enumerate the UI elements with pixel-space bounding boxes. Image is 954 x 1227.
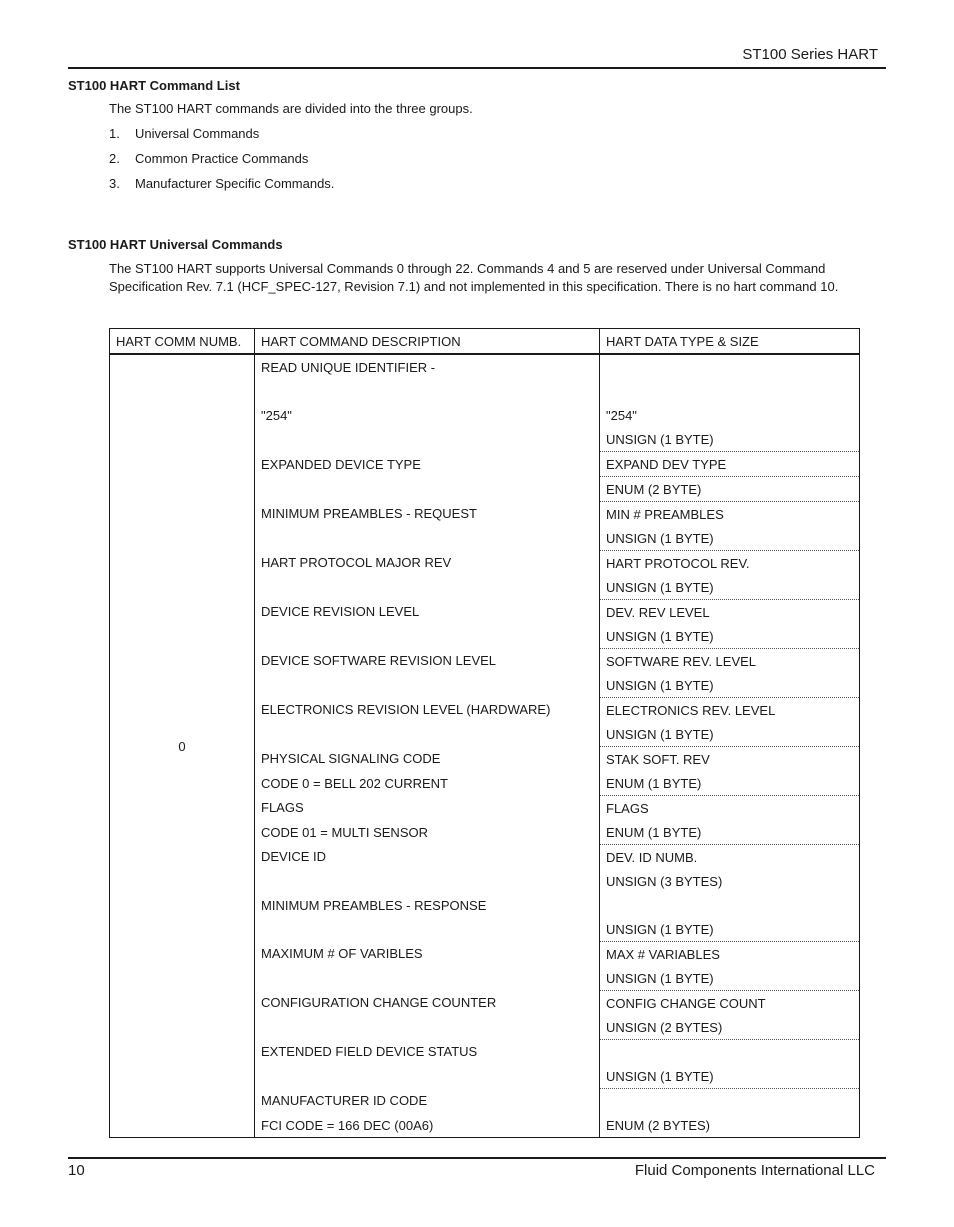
header-command-description: HART COMMAND DESCRIPTION [255, 329, 600, 355]
data-type-cell: UNSIGN (1 BYTE) [600, 1064, 860, 1089]
data-type-cell: MIN # PREAMBLES [600, 502, 860, 527]
command-description-cell [255, 575, 600, 600]
command-description-cell: MINIMUM PREAMBLES - RESPONSE [255, 893, 600, 917]
command-description-cell [255, 917, 600, 942]
header-rule [68, 67, 886, 69]
table-body [110, 354, 860, 1138]
hart-command-table [109, 328, 860, 1138]
command-description-cell: EXPANDED DEVICE TYPE [255, 452, 600, 477]
command-description-cell: DEVICE ID [255, 845, 600, 870]
command-description-cell: EXTENDED FIELD DEVICE STATUS [255, 1040, 600, 1065]
list-item-number: 2. [109, 151, 120, 166]
command-description-cell [255, 1064, 600, 1089]
command-description-cell: FCI CODE = 166 DEC (00A6) [255, 1113, 600, 1138]
command-description-cell [255, 722, 600, 747]
data-type-cell: UNSIGN (2 BYTES) [600, 1015, 860, 1040]
data-type-cell: ENUM (1 BYTE) [600, 771, 860, 796]
command-description-cell: HART PROTOCOL MAJOR REV [255, 551, 600, 576]
list-item-number: 1. [109, 126, 120, 141]
command-description-cell: CODE 01 = MULTI SENSOR [255, 820, 600, 845]
command-description-cell: FLAGS [255, 796, 600, 821]
running-header: ST100 Series HART [742, 46, 878, 63]
data-type-cell: SOFTWARE REV. LEVEL [600, 649, 860, 674]
data-type-cell: UNSIGN (3 BYTES) [600, 869, 860, 893]
command-description-cell: CODE 0 = BELL 202 CURRENT [255, 771, 600, 796]
data-type-cell: ENUM (2 BYTES) [600, 1113, 860, 1138]
data-type-cell: UNSIGN (1 BYTE) [600, 427, 860, 452]
command-description-cell: "254" [255, 403, 600, 427]
data-type-cell: DEV. REV LEVEL [600, 600, 860, 625]
data-type-cell: UNSIGN (1 BYTE) [600, 624, 860, 649]
data-type-cell: ELECTRONICS REV. LEVEL [600, 698, 860, 723]
data-type-cell: UNSIGN (1 BYTE) [600, 673, 860, 698]
command-description-cell: READ UNIQUE IDENTIFIER - [255, 354, 600, 379]
section-title-command-list: ST100 HART Command List [68, 78, 240, 93]
header-comm-numb: HART COMM NUMB. [110, 329, 255, 355]
command-description-cell: MINIMUM PREAMBLES - REQUEST [255, 502, 600, 527]
table-header-row [110, 329, 860, 355]
data-type-cell: UNSIGN (1 BYTE) [600, 966, 860, 991]
data-type-cell [600, 893, 860, 917]
data-type-cell: UNSIGN (1 BYTE) [600, 722, 860, 747]
data-type-cell [600, 354, 860, 379]
command-description-cell: PHYSICAL SIGNALING CODE [255, 747, 600, 772]
data-type-cell: STAK SOFT. REV [600, 747, 860, 772]
universal-commands-paragraph-line-2: Specification Rev. 7.1 (HCF_SPEC-127, Revision 7.1) and not implemented in this specification. There is no hart command 10. [109, 279, 839, 294]
list-item-text: Manufacturer Specific Commands. [135, 176, 335, 191]
command-description-cell [255, 624, 600, 649]
page-number: 10 [68, 1162, 85, 1179]
command-description-cell [255, 526, 600, 551]
command-description-cell: MAXIMUM # OF VARIBLES [255, 942, 600, 967]
data-type-cell: ENUM (1 BYTE) [600, 820, 860, 845]
data-type-cell [600, 1040, 860, 1065]
command-description-cell: MANUFACTURER ID CODE [255, 1089, 600, 1114]
section-title-universal-commands: ST100 HART Universal Commands [68, 237, 283, 252]
command-description-cell [255, 869, 600, 893]
table-row [110, 354, 860, 379]
command-description-cell [255, 477, 600, 502]
data-type-cell: FLAGS [600, 796, 860, 821]
data-type-cell: UNSIGN (1 BYTE) [600, 575, 860, 600]
list-item-number: 3. [109, 176, 120, 191]
data-type-cell: CONFIG CHANGE COUNT [600, 991, 860, 1016]
list-item-text: Common Practice Commands [135, 151, 309, 166]
command-description-cell: DEVICE SOFTWARE REVISION LEVEL [255, 649, 600, 674]
universal-commands-paragraph-line-1: The ST100 HART supports Universal Commands 0 through 22. Commands 4 and 5 are reserved under Universal Command [109, 261, 826, 276]
header-data-type-size: HART DATA TYPE & SIZE [600, 329, 860, 355]
command-number-cell: 0 [110, 354, 255, 1138]
footer-rule [68, 1157, 886, 1159]
data-type-cell: MAX # VARIABLES [600, 942, 860, 967]
data-type-cell: UNSIGN (1 BYTE) [600, 917, 860, 942]
command-description-cell: CONFIGURATION CHANGE COUNTER [255, 991, 600, 1016]
data-type-cell [600, 379, 860, 403]
command-description-cell [255, 427, 600, 452]
data-type-cell: ENUM (2 BYTE) [600, 477, 860, 502]
command-description-cell [255, 1015, 600, 1040]
command-description-cell [255, 673, 600, 698]
data-type-cell: DEV. ID NUMB. [600, 845, 860, 870]
command-description-cell [255, 966, 600, 991]
list-item-text: Universal Commands [135, 126, 260, 141]
command-description-cell: ELECTRONICS REVISION LEVEL (HARDWARE) [255, 698, 600, 723]
data-type-cell: HART PROTOCOL REV. [600, 551, 860, 576]
command-list-intro: The ST100 HART commands are divided into the three groups. [109, 101, 473, 116]
command-description-cell [255, 379, 600, 403]
data-type-cell: EXPAND DEV TYPE [600, 452, 860, 477]
data-type-cell: UNSIGN (1 BYTE) [600, 526, 860, 551]
data-type-cell: "254" [600, 403, 860, 427]
data-type-cell [600, 1089, 860, 1114]
footer-company: Fluid Components International LLC [634, 1162, 875, 1179]
command-description-cell: DEVICE REVISION LEVEL [255, 600, 600, 625]
